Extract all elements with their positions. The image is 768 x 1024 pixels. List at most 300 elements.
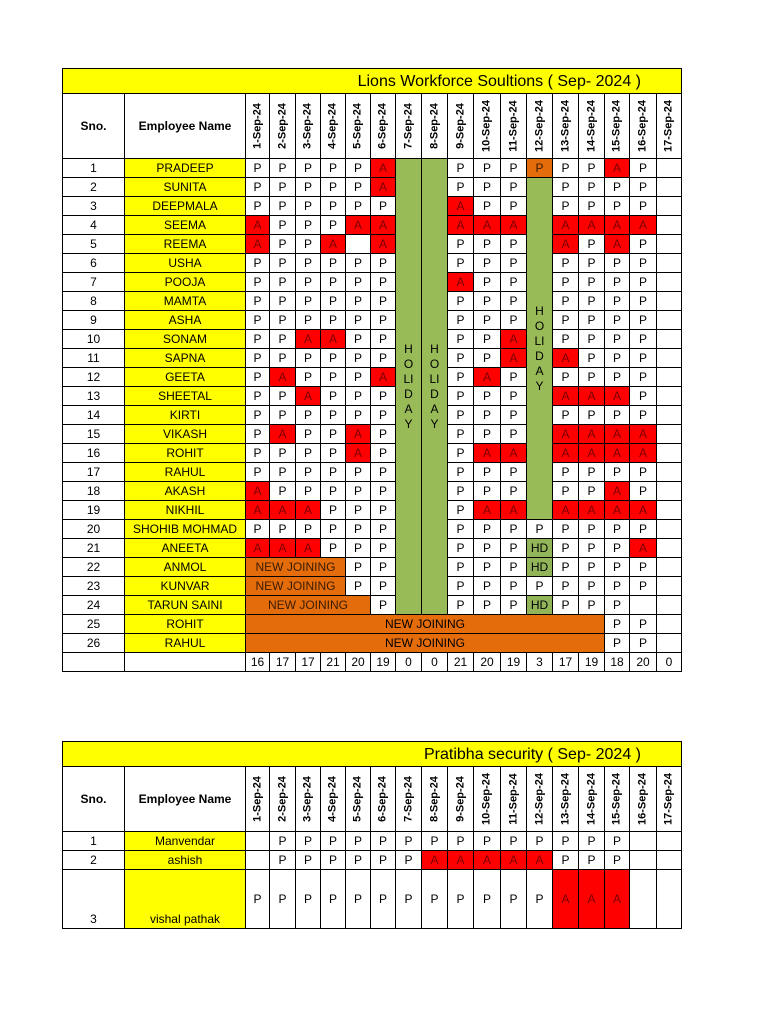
sno-cell: 16 bbox=[63, 444, 125, 463]
day-cell: P bbox=[296, 273, 321, 292]
day-cell: P bbox=[296, 832, 321, 851]
sno-cell: 1 bbox=[63, 832, 125, 851]
day-cell: P bbox=[527, 832, 553, 851]
sno-cell: 8 bbox=[63, 292, 125, 311]
day-cell: P bbox=[474, 387, 501, 406]
date-label: 3-Sep-24 bbox=[301, 776, 314, 822]
day-cell: P bbox=[321, 349, 346, 368]
day-cell: P bbox=[579, 254, 605, 273]
date-header bbox=[246, 767, 270, 832]
sno-cell: 2 bbox=[63, 178, 125, 197]
date-label: 8-Sep-24 bbox=[428, 103, 440, 149]
day-cell: P bbox=[371, 444, 396, 463]
day-cell: P bbox=[371, 463, 396, 482]
day-cell: P bbox=[579, 330, 605, 349]
day-cell bbox=[657, 273, 682, 292]
day-cell: P bbox=[346, 851, 371, 870]
day-cell: P bbox=[448, 311, 474, 330]
day-cell: A bbox=[501, 851, 527, 870]
day-cell: A bbox=[579, 501, 605, 520]
day-cell: P bbox=[371, 539, 396, 558]
day-cell: P bbox=[422, 832, 448, 851]
day-cell: P bbox=[296, 406, 321, 425]
day-cell: P bbox=[396, 870, 422, 929]
total-cell: 20 bbox=[346, 653, 371, 672]
day-cell: P bbox=[579, 463, 605, 482]
day-cell bbox=[657, 159, 682, 178]
day-cell: P bbox=[474, 558, 501, 577]
sno-cell: 26 bbox=[63, 634, 125, 653]
date-label: 6-Sep-24 bbox=[376, 103, 389, 149]
day-cell: P bbox=[527, 577, 553, 596]
date-label: 10-Sep-24 bbox=[480, 100, 493, 152]
day-cell: A bbox=[605, 425, 630, 444]
date-label: 13-Sep-24 bbox=[559, 773, 571, 825]
day-cell: P bbox=[346, 539, 371, 558]
day-cell: P bbox=[448, 425, 474, 444]
table-row bbox=[63, 634, 682, 653]
sno-cell: 20 bbox=[63, 520, 125, 539]
day-cell: A bbox=[553, 387, 579, 406]
day-cell: A bbox=[527, 851, 553, 870]
day-cell: P bbox=[346, 832, 371, 851]
day-cell: P bbox=[321, 254, 346, 273]
day-cell: P bbox=[422, 870, 448, 929]
day-cell: P bbox=[346, 558, 371, 577]
date-label: 15-Sep-24 bbox=[610, 773, 623, 825]
sno-cell: 22 bbox=[63, 558, 125, 577]
day-cell: P bbox=[321, 444, 346, 463]
sno-cell: 6 bbox=[63, 254, 125, 273]
sno-cell: 18 bbox=[63, 482, 125, 501]
sno-cell: 10 bbox=[63, 330, 125, 349]
date-label: 7-Sep-24 bbox=[402, 103, 414, 149]
day-cell: A bbox=[553, 349, 579, 368]
day-cell: P bbox=[474, 254, 501, 273]
day-cell bbox=[657, 349, 682, 368]
employee-name: Manvendar bbox=[125, 832, 246, 851]
day-cell bbox=[657, 577, 682, 596]
date-header bbox=[553, 767, 579, 832]
day-cell: A bbox=[605, 870, 630, 929]
day-cell: A bbox=[346, 444, 371, 463]
date-header bbox=[474, 767, 501, 832]
day-cell: P bbox=[630, 254, 657, 273]
table-row bbox=[63, 387, 682, 406]
day-cell: P bbox=[553, 368, 579, 387]
day-cell: P bbox=[474, 197, 501, 216]
day-cell: P bbox=[501, 539, 527, 558]
employee-name: SAPNA bbox=[125, 349, 246, 368]
employee-name: POOJA bbox=[125, 273, 246, 292]
day-cell: P bbox=[553, 311, 579, 330]
day-cell: P bbox=[501, 482, 527, 501]
date-label: 17-Sep-24 bbox=[662, 100, 675, 152]
day-cell: P bbox=[553, 832, 579, 851]
day-cell: P bbox=[527, 870, 553, 929]
day-cell: A bbox=[448, 851, 474, 870]
day-cell: P bbox=[270, 463, 296, 482]
total-cell: 19 bbox=[371, 653, 396, 672]
day-cell: P bbox=[501, 463, 527, 482]
date-label: 16-Sep-24 bbox=[636, 100, 649, 152]
date-label: 9-Sep-24 bbox=[454, 776, 466, 822]
day-cell: A bbox=[579, 216, 605, 235]
date-header bbox=[246, 94, 270, 159]
day-cell: P bbox=[321, 406, 346, 425]
day-cell: P bbox=[371, 425, 396, 444]
date-label: 5-Sep-24 bbox=[351, 103, 364, 149]
day-cell: P bbox=[448, 539, 474, 558]
day-cell: P bbox=[630, 482, 657, 501]
day-cell: P bbox=[579, 406, 605, 425]
day-cell: A bbox=[605, 159, 630, 178]
day-cell: P bbox=[579, 292, 605, 311]
table-row bbox=[63, 539, 682, 558]
day-cell: P bbox=[371, 501, 396, 520]
day-cell: P bbox=[371, 273, 396, 292]
day-cell: P bbox=[246, 520, 270, 539]
day-cell: P bbox=[321, 216, 346, 235]
total-cell: 17 bbox=[553, 653, 579, 672]
sno-cell: 17 bbox=[63, 463, 125, 482]
day-cell: P bbox=[371, 311, 396, 330]
total-cell: 18 bbox=[605, 653, 630, 672]
day-cell: P bbox=[553, 197, 579, 216]
date-header bbox=[605, 94, 630, 159]
sno-cell: 12 bbox=[63, 368, 125, 387]
day-cell: A bbox=[579, 870, 605, 929]
employee-name: PRADEEP bbox=[125, 159, 246, 178]
sno-header: Sno. bbox=[63, 94, 125, 159]
sno-cell: 1 bbox=[63, 159, 125, 178]
day-cell: P bbox=[501, 832, 527, 851]
day-cell: P bbox=[346, 311, 371, 330]
day-cell: P bbox=[579, 832, 605, 851]
total-cell: 3 bbox=[527, 653, 553, 672]
day-cell: A bbox=[371, 216, 396, 235]
day-cell: P bbox=[346, 406, 371, 425]
day-cell: A bbox=[474, 444, 501, 463]
employee-name: ROHIT bbox=[125, 444, 246, 463]
date-header bbox=[501, 94, 527, 159]
day-cell bbox=[657, 482, 682, 501]
new-joining-cell: NEW JOINING bbox=[246, 596, 371, 615]
date-label: 11-Sep-24 bbox=[507, 100, 519, 152]
day-cell: P bbox=[630, 235, 657, 254]
date-label: 17-Sep-24 bbox=[662, 773, 675, 825]
day-cell: P bbox=[630, 520, 657, 539]
date-label: 3-Sep-24 bbox=[301, 103, 314, 149]
day-cell: P bbox=[553, 482, 579, 501]
date-label: 7-Sep-24 bbox=[402, 776, 414, 822]
day-cell: A bbox=[448, 273, 474, 292]
day-cell: P bbox=[605, 577, 630, 596]
date-header bbox=[630, 767, 657, 832]
date-label: 5-Sep-24 bbox=[351, 776, 364, 822]
day-cell: A bbox=[270, 368, 296, 387]
day-cell: P bbox=[246, 406, 270, 425]
day-cell: A bbox=[296, 387, 321, 406]
day-cell: P bbox=[296, 235, 321, 254]
sno-cell: 11 bbox=[63, 349, 125, 368]
date-label: 13-Sep-24 bbox=[559, 100, 571, 152]
day-cell bbox=[346, 235, 371, 254]
day-cell: A bbox=[422, 851, 448, 870]
day-cell: P bbox=[346, 254, 371, 273]
day-cell: P bbox=[553, 330, 579, 349]
day-cell: P bbox=[474, 311, 501, 330]
date-header bbox=[396, 94, 422, 159]
day-cell: A bbox=[501, 444, 527, 463]
day-cell: P bbox=[346, 349, 371, 368]
date-header bbox=[448, 94, 474, 159]
day-cell: P bbox=[270, 254, 296, 273]
date-label: 6-Sep-24 bbox=[376, 776, 389, 822]
day-cell: P bbox=[553, 596, 579, 615]
day-cell: P bbox=[270, 387, 296, 406]
day-cell: P bbox=[474, 273, 501, 292]
day-cell: P bbox=[553, 558, 579, 577]
table-row bbox=[63, 349, 682, 368]
day-cell: P bbox=[246, 330, 270, 349]
date-header bbox=[605, 767, 630, 832]
date-label: 1-Sep-24 bbox=[251, 776, 263, 822]
holiday-cell bbox=[396, 159, 422, 615]
date-header bbox=[579, 767, 605, 832]
day-cell: A bbox=[501, 501, 527, 520]
day-cell bbox=[657, 425, 682, 444]
date-label: 2-Sep-24 bbox=[276, 103, 288, 149]
day-cell: P bbox=[321, 870, 346, 929]
day-cell: P bbox=[474, 520, 501, 539]
total-cell: 21 bbox=[321, 653, 346, 672]
day-cell: P bbox=[321, 387, 346, 406]
employee-name: TARUN SAINI bbox=[125, 596, 246, 615]
date-header bbox=[474, 94, 501, 159]
day-cell: P bbox=[448, 159, 474, 178]
day-cell bbox=[657, 292, 682, 311]
day-cell: P bbox=[605, 406, 630, 425]
table-row bbox=[63, 197, 682, 216]
day-cell: P bbox=[296, 870, 321, 929]
day-cell: P bbox=[579, 520, 605, 539]
day-cell: P bbox=[296, 311, 321, 330]
table-row bbox=[63, 311, 682, 330]
day-cell: P bbox=[448, 349, 474, 368]
day-cell: P bbox=[605, 539, 630, 558]
day-cell: P bbox=[321, 520, 346, 539]
sno-cell: 14 bbox=[63, 406, 125, 425]
date-header bbox=[501, 767, 527, 832]
day-cell: P bbox=[371, 482, 396, 501]
day-cell: A bbox=[474, 851, 501, 870]
day-cell: A bbox=[579, 387, 605, 406]
holiday-label: HOLIDAY bbox=[403, 341, 414, 431]
table-row bbox=[63, 159, 682, 178]
date-header bbox=[296, 94, 321, 159]
employee-name: ROHIT bbox=[125, 615, 246, 634]
day-cell: P bbox=[321, 832, 346, 851]
day-cell: P bbox=[296, 425, 321, 444]
day-cell: P bbox=[346, 870, 371, 929]
date-label: 14-Sep-24 bbox=[585, 100, 597, 152]
day-cell: A bbox=[605, 501, 630, 520]
day-cell: A bbox=[630, 539, 657, 558]
day-cell: P bbox=[553, 292, 579, 311]
day-cell: P bbox=[321, 159, 346, 178]
sno-cell: 23 bbox=[63, 577, 125, 596]
day-cell: A bbox=[579, 425, 605, 444]
day-cell: A bbox=[246, 482, 270, 501]
day-cell: P bbox=[553, 463, 579, 482]
employee-name: RAHUL bbox=[125, 634, 246, 653]
table-row bbox=[63, 851, 682, 870]
day-cell: P bbox=[474, 832, 501, 851]
day-cell: P bbox=[296, 482, 321, 501]
day-cell: A bbox=[371, 368, 396, 387]
day-cell: P bbox=[605, 832, 630, 851]
employee-name: SONAM bbox=[125, 330, 246, 349]
table-row bbox=[63, 577, 682, 596]
day-cell: P bbox=[553, 159, 579, 178]
day-cell: P bbox=[246, 254, 270, 273]
day-cell: P bbox=[321, 501, 346, 520]
day-cell: A bbox=[630, 425, 657, 444]
day-cell: P bbox=[501, 425, 527, 444]
day-cell: P bbox=[270, 216, 296, 235]
day-cell: A bbox=[321, 330, 346, 349]
day-cell: P bbox=[630, 178, 657, 197]
day-cell: P bbox=[605, 368, 630, 387]
day-cell: P bbox=[579, 178, 605, 197]
day-cell bbox=[657, 501, 682, 520]
day-cell bbox=[657, 539, 682, 558]
table-row bbox=[63, 520, 682, 539]
employee-name: DEEPMALA bbox=[125, 197, 246, 216]
sno-cell: 3 bbox=[63, 197, 125, 216]
day-cell: A bbox=[474, 368, 501, 387]
day-cell: P bbox=[501, 870, 527, 929]
day-cell: P bbox=[501, 235, 527, 254]
day-cell bbox=[657, 851, 682, 870]
day-cell: P bbox=[553, 851, 579, 870]
sno-header: Sno. bbox=[63, 767, 125, 832]
day-cell: P bbox=[371, 577, 396, 596]
date-label: 10-Sep-24 bbox=[480, 773, 493, 825]
day-cell: P bbox=[448, 178, 474, 197]
day-cell: P bbox=[346, 368, 371, 387]
date-header bbox=[579, 94, 605, 159]
day-cell: P bbox=[605, 349, 630, 368]
sno-cell: 2 bbox=[63, 851, 125, 870]
day-cell: P bbox=[630, 197, 657, 216]
sno-cell: 15 bbox=[63, 425, 125, 444]
day-cell: P bbox=[630, 577, 657, 596]
day-cell bbox=[630, 832, 657, 851]
day-cell: P bbox=[501, 596, 527, 615]
day-cell: P bbox=[553, 273, 579, 292]
day-cell: P bbox=[371, 254, 396, 273]
day-cell: P bbox=[501, 311, 527, 330]
day-cell: P bbox=[270, 178, 296, 197]
day-cell bbox=[630, 870, 657, 929]
employee-name: USHA bbox=[125, 254, 246, 273]
date-label: 4-Sep-24 bbox=[326, 776, 339, 822]
day-cell: P bbox=[448, 254, 474, 273]
day-cell: P bbox=[579, 197, 605, 216]
day-cell: P bbox=[630, 387, 657, 406]
new-joining-cell: NEW JOINING bbox=[246, 577, 346, 596]
day-cell: P bbox=[270, 349, 296, 368]
day-cell: P bbox=[579, 273, 605, 292]
day-cell: P bbox=[605, 311, 630, 330]
table-row bbox=[63, 330, 682, 349]
day-cell: P bbox=[448, 387, 474, 406]
employee-name: GEETA bbox=[125, 368, 246, 387]
day-cell: P bbox=[246, 178, 270, 197]
day-cell: P bbox=[553, 520, 579, 539]
day-cell: P bbox=[321, 273, 346, 292]
date-header bbox=[321, 767, 346, 832]
day-cell: A bbox=[296, 539, 321, 558]
table-title: Lions Workforce Soultions ( Sep- 2024 ) bbox=[63, 69, 682, 94]
day-cell: P bbox=[474, 235, 501, 254]
day-cell: P bbox=[371, 851, 396, 870]
table-row bbox=[63, 501, 682, 520]
day-cell: P bbox=[553, 539, 579, 558]
day-cell: A bbox=[553, 235, 579, 254]
employee-name: REEMA bbox=[125, 235, 246, 254]
day-cell: P bbox=[296, 159, 321, 178]
date-header bbox=[371, 767, 396, 832]
day-cell: A bbox=[630, 501, 657, 520]
day-cell bbox=[657, 387, 682, 406]
day-cell: P bbox=[371, 292, 396, 311]
day-cell: P bbox=[605, 273, 630, 292]
sno-cell: 9 bbox=[63, 311, 125, 330]
sno-cell: 4 bbox=[63, 216, 125, 235]
day-cell: A bbox=[474, 501, 501, 520]
new-joining-cell: NEW JOINING bbox=[246, 558, 346, 577]
table-row bbox=[63, 368, 682, 387]
day-cell: P bbox=[474, 539, 501, 558]
day-cell: A bbox=[553, 425, 579, 444]
date-header bbox=[371, 94, 396, 159]
holiday-cell bbox=[422, 159, 448, 615]
day-cell bbox=[657, 870, 682, 929]
day-cell: P bbox=[448, 406, 474, 425]
day-cell: P bbox=[474, 463, 501, 482]
table-row bbox=[63, 444, 682, 463]
day-cell: P bbox=[630, 330, 657, 349]
employee-name: SHEETAL bbox=[125, 387, 246, 406]
day-cell: P bbox=[605, 851, 630, 870]
table-row bbox=[63, 832, 682, 851]
day-cell: P bbox=[501, 273, 527, 292]
day-cell bbox=[630, 596, 657, 615]
total-cell: 20 bbox=[630, 653, 657, 672]
date-header bbox=[657, 94, 682, 159]
day-cell: P bbox=[246, 349, 270, 368]
date-header bbox=[422, 94, 448, 159]
day-cell: P bbox=[448, 330, 474, 349]
day-cell: P bbox=[474, 406, 501, 425]
day-cell: P bbox=[371, 832, 396, 851]
day-cell: P bbox=[270, 273, 296, 292]
day-cell: P bbox=[474, 482, 501, 501]
sno-cell: 25 bbox=[63, 615, 125, 634]
